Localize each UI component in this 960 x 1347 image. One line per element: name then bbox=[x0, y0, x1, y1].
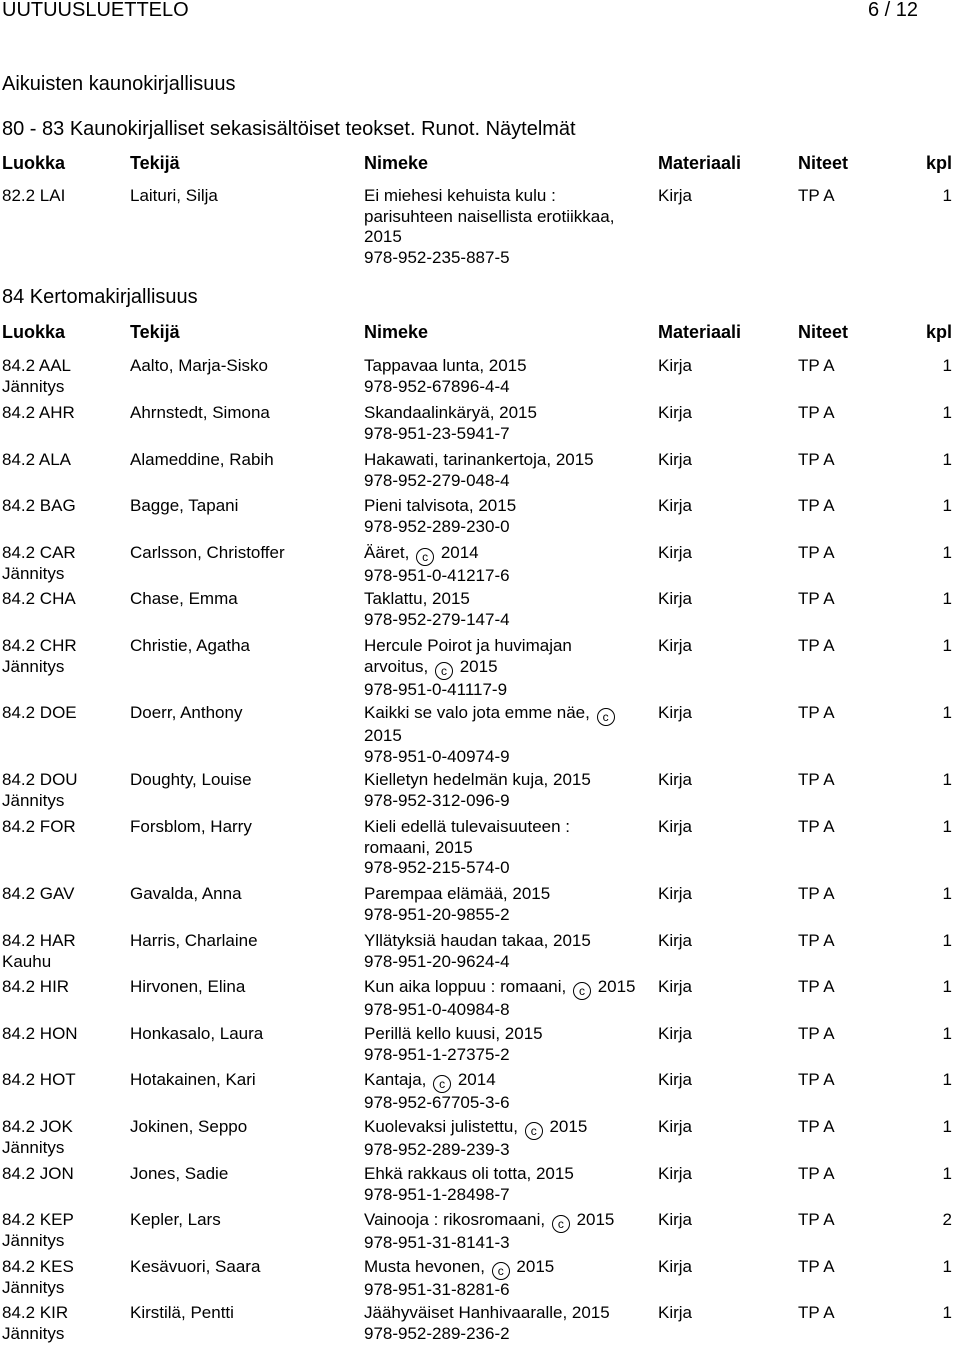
nimeke-cell bbox=[364, 931, 646, 972]
copyright-icon: c bbox=[433, 1075, 451, 1093]
luokka-cell bbox=[2, 403, 122, 424]
text-line: 2015 bbox=[364, 227, 402, 246]
nimeke-cell bbox=[364, 636, 646, 700]
materiaali-cell: Kirja bbox=[658, 770, 693, 789]
nimeke-cell bbox=[364, 1024, 646, 1065]
materiaali-cell: Kirja bbox=[658, 636, 693, 655]
text-line: Kauhu bbox=[2, 951, 52, 971]
text-line: Hercule Poirot ja huvimajan bbox=[364, 636, 572, 655]
tekija-cell: Honkasalo, Laura bbox=[130, 1024, 264, 1043]
kpl-cell: 1 bbox=[942, 356, 952, 375]
nimeke-cell bbox=[364, 403, 646, 444]
niteet-cell: TP A bbox=[798, 636, 835, 655]
page-number: 6 / 12 bbox=[867, 0, 918, 21]
materiaali-cell: Kirja bbox=[658, 1024, 693, 1043]
kpl-cell: 1 bbox=[942, 589, 952, 608]
luokka-cell bbox=[2, 1024, 122, 1045]
kpl-cell: 1 bbox=[942, 703, 952, 722]
tekija-cell: Chase, Emma bbox=[130, 589, 238, 608]
text-line: Ei miehesi kehuista kulu : bbox=[364, 186, 556, 205]
text-line: Jännitys bbox=[2, 1137, 65, 1157]
col-materiaali: Materiaali bbox=[658, 153, 742, 173]
luokka-cell bbox=[2, 356, 122, 397]
column-header bbox=[0, 151, 960, 175]
nimeke-cell bbox=[364, 977, 646, 1021]
text-line: Jännitys bbox=[2, 1323, 65, 1343]
text-line: 84.2 HOT bbox=[2, 1070, 76, 1089]
niteet-cell: TP A bbox=[798, 1024, 835, 1043]
text-line: Jäähyväiset Hanhivaaralle, 2015 bbox=[364, 1303, 610, 1322]
materiaali-cell: Kirja bbox=[658, 403, 693, 422]
materiaali-cell: Kirja bbox=[658, 703, 693, 722]
luokka-cell bbox=[2, 1210, 122, 1251]
kpl-cell: 1 bbox=[942, 543, 952, 562]
luokka-cell bbox=[2, 450, 122, 471]
text-line: Pieni talvisota, 2015 bbox=[364, 496, 517, 515]
col-nimeke: Nimeke bbox=[364, 322, 429, 342]
tekija-cell: Forsblom, Harry bbox=[130, 817, 252, 836]
kpl-cell: 1 bbox=[942, 1164, 952, 1183]
text-line: 978-952-235-887-5 bbox=[364, 247, 510, 267]
kpl-cell: 1 bbox=[942, 817, 952, 836]
col-nimeke: Nimeke bbox=[364, 153, 429, 173]
kpl-cell: 1 bbox=[942, 1024, 952, 1043]
materiaali-cell: Kirja bbox=[658, 496, 693, 515]
niteet-cell: TP A bbox=[798, 770, 835, 789]
text-line: 84.2 HAR bbox=[2, 931, 76, 950]
text-line: 978-951-31-8281-6 bbox=[364, 1280, 510, 1299]
text-line: 978-952-312-096-9 bbox=[364, 790, 510, 810]
tekija-cell: Gavalda, Anna bbox=[130, 884, 242, 903]
niteet-cell: TP A bbox=[798, 703, 835, 722]
text-line: 978-951-0-40974-9 bbox=[364, 746, 510, 766]
materiaali-cell: Kirja bbox=[658, 356, 693, 375]
tekija-cell: Jokinen, Seppo bbox=[130, 1117, 248, 1136]
kpl-cell: 1 bbox=[942, 186, 952, 205]
text-line: 84.2 HON bbox=[2, 1024, 78, 1043]
text-line: Taklattu, 2015 bbox=[364, 589, 470, 608]
nimeke-cell bbox=[364, 817, 646, 879]
niteet-cell: TP A bbox=[798, 186, 835, 205]
kpl-cell: 1 bbox=[942, 1117, 952, 1136]
niteet-cell: TP A bbox=[798, 1303, 835, 1322]
text-line: romaani, 2015 bbox=[364, 837, 473, 857]
text-line: Jännitys bbox=[2, 1230, 65, 1250]
tekija-cell: Doughty, Louise bbox=[130, 770, 252, 789]
materiaali-cell: Kirja bbox=[658, 1117, 693, 1136]
text-line: Jännitys bbox=[2, 790, 65, 810]
tekija-cell: Harris, Charlaine bbox=[130, 931, 258, 950]
text-line: 84.2 CHR bbox=[2, 636, 77, 655]
text-line: 84.2 JON bbox=[2, 1164, 74, 1183]
nimeke-cell bbox=[364, 356, 646, 397]
nimeke-cell bbox=[364, 186, 646, 268]
nimeke-cell bbox=[364, 1210, 646, 1254]
col-materiaali: Materiaali bbox=[658, 322, 742, 342]
tekija-cell: Carlsson, Christoffer bbox=[130, 543, 285, 562]
col-tekija: Tekijä bbox=[130, 322, 180, 342]
subsection-title: 80 - 83 Kaunokirjalliset sekasisältöiset teokset. Runot. Näytelmät bbox=[2, 118, 576, 140]
text-line: 84.2 AAL bbox=[2, 356, 72, 375]
nimeke-cell bbox=[364, 589, 646, 630]
luokka-cell bbox=[2, 186, 122, 207]
copyright-icon: c bbox=[597, 708, 615, 726]
nimeke-cell bbox=[364, 1117, 646, 1161]
luokka-cell bbox=[2, 703, 122, 724]
copyright-icon: c bbox=[573, 982, 591, 1000]
tekija-cell: Kesävuori, Saara bbox=[130, 1257, 261, 1276]
luokka-cell bbox=[2, 1117, 122, 1158]
niteet-cell: TP A bbox=[798, 817, 835, 836]
text-line: Vainooja : rikosromaani, c 2015 bbox=[364, 1210, 615, 1231]
materiaali-cell: Kirja bbox=[658, 450, 693, 469]
niteet-cell: TP A bbox=[798, 356, 835, 375]
text-line: 978-951-20-9855-2 bbox=[364, 904, 510, 924]
materiaali-cell: Kirja bbox=[658, 543, 693, 562]
luokka-cell bbox=[2, 636, 122, 677]
col-niteet: Niteet bbox=[798, 153, 849, 173]
text-line: Perillä kello kuusi, 2015 bbox=[364, 1024, 543, 1043]
text-line: 978-952-215-574-0 bbox=[364, 858, 510, 877]
niteet-cell: TP A bbox=[798, 1070, 835, 1089]
niteet-cell: TP A bbox=[798, 403, 835, 422]
section-title: Aikuisten kaunokirjallisuus bbox=[2, 73, 236, 95]
col-kpl: kpl bbox=[925, 322, 952, 342]
text-line: 82.2 LAI bbox=[2, 186, 66, 205]
text-line: 84.2 DOU bbox=[2, 770, 78, 789]
text-line: Ääret, c 2014 bbox=[364, 543, 479, 564]
niteet-cell: TP A bbox=[798, 589, 835, 608]
text-line: 978-951-23-5941-7 bbox=[364, 423, 510, 443]
tekija-cell: Christie, Agatha bbox=[130, 636, 251, 655]
kpl-cell: 1 bbox=[942, 450, 952, 469]
tekija-cell: Aalto, Marja-Sisko bbox=[130, 356, 268, 375]
text-line: Musta hevonen, c 2015 bbox=[364, 1257, 555, 1278]
text-line: Jännitys bbox=[2, 656, 65, 676]
column-header bbox=[0, 320, 960, 344]
tekija-cell: Hotakainen, Kari bbox=[130, 1070, 256, 1089]
copyright-icon: c bbox=[492, 1262, 510, 1280]
text-line: 978-951-0-41217-6 bbox=[364, 566, 510, 585]
materiaali-cell: Kirja bbox=[658, 589, 693, 608]
text-line: Kielletyn hedelmän kuja, 2015 bbox=[364, 770, 591, 789]
niteet-cell: TP A bbox=[798, 977, 835, 996]
text-line: arvoitus, c 2015 bbox=[364, 656, 498, 678]
copyright-icon: c bbox=[435, 662, 453, 680]
luokka-cell bbox=[2, 977, 122, 998]
kpl-cell: 1 bbox=[942, 496, 952, 515]
col-niteet: Niteet bbox=[798, 322, 849, 342]
text-line: 978-952-289-230-0 bbox=[364, 516, 510, 536]
text-line: 84.2 AHR bbox=[2, 403, 75, 422]
text-line: 84.2 ALA bbox=[2, 450, 72, 469]
text-line: Tappavaa lunta, 2015 bbox=[364, 356, 527, 375]
copyright-icon: c bbox=[552, 1215, 570, 1233]
tekija-cell: Bagge, Tapani bbox=[130, 496, 239, 515]
luokka-cell bbox=[2, 817, 122, 838]
text-line: 84.2 HIR bbox=[2, 977, 70, 996]
materiaali-cell: Kirja bbox=[658, 186, 693, 205]
luokka-cell bbox=[2, 496, 122, 517]
nimeke-cell bbox=[364, 770, 646, 811]
kpl-cell: 1 bbox=[942, 884, 952, 903]
nimeke-cell bbox=[364, 1303, 646, 1344]
col-luokka: Luokka bbox=[2, 153, 66, 173]
catalog-title: UUTUUSLUETTELO bbox=[2, 0, 189, 21]
text-line: 978-952-67896-4-4 bbox=[364, 376, 510, 396]
text-line: 84.2 FOR bbox=[2, 817, 76, 836]
text-line: 978-951-0-40984-8 bbox=[364, 1000, 510, 1019]
text-line: 978-951-20-9624-4 bbox=[364, 951, 510, 971]
niteet-cell: TP A bbox=[798, 931, 835, 950]
niteet-cell: TP A bbox=[798, 450, 835, 469]
text-line: Jännitys bbox=[2, 1277, 65, 1297]
kpl-cell: 1 bbox=[942, 931, 952, 950]
group-title: 84 Kertomakirjallisuus bbox=[2, 286, 198, 308]
tekija-cell: Kirstilä, Pentti bbox=[130, 1303, 234, 1322]
materiaali-cell: Kirja bbox=[658, 817, 693, 836]
text-line: 84.2 CAR bbox=[2, 543, 76, 562]
materiaali-cell: Kirja bbox=[658, 1164, 693, 1183]
nimeke-cell bbox=[364, 543, 646, 587]
materiaali-cell: Kirja bbox=[658, 931, 693, 950]
luokka-cell bbox=[2, 770, 122, 811]
kpl-cell: 1 bbox=[942, 1257, 952, 1276]
text-line: Ehkä rakkaus oli totta, 2015 bbox=[364, 1164, 574, 1183]
luokka-cell bbox=[2, 1303, 122, 1344]
text-line: Kun aika loppuu : romaani, c 2015 bbox=[364, 977, 636, 998]
copyright-icon: c bbox=[416, 548, 434, 566]
text-line: Skandaalinkäryä, 2015 bbox=[364, 403, 537, 422]
nimeke-cell bbox=[364, 496, 646, 537]
text-line: Yllätyksiä haudan takaa, 2015 bbox=[364, 931, 591, 950]
nimeke-cell bbox=[364, 450, 646, 491]
text-line: 84.2 KIR bbox=[2, 1303, 69, 1322]
text-line: 978-951-1-28498-7 bbox=[364, 1184, 510, 1204]
text-line: 84.2 CHA bbox=[2, 589, 76, 608]
materiaali-cell: Kirja bbox=[658, 884, 693, 903]
text-line: 978-952-279-048-4 bbox=[364, 470, 510, 490]
text-line: Jännitys bbox=[2, 376, 65, 396]
nimeke-cell bbox=[364, 884, 646, 925]
col-kpl: kpl bbox=[925, 153, 952, 173]
niteet-cell: TP A bbox=[798, 1117, 835, 1136]
text-line: 978-952-289-239-3 bbox=[364, 1140, 510, 1159]
text-line: 978-952-289-236-2 bbox=[364, 1323, 510, 1343]
niteet-cell: TP A bbox=[798, 543, 835, 562]
materiaali-cell: Kirja bbox=[658, 1210, 693, 1229]
text-line: 84.2 DOE bbox=[2, 703, 77, 722]
text-line: Hakawati, tarinankertoja, 2015 bbox=[364, 450, 594, 469]
tekija-cell: Laituri, Silja bbox=[130, 186, 218, 205]
col-luokka: Luokka bbox=[2, 322, 66, 342]
luokka-cell bbox=[2, 931, 122, 972]
text-line: parisuhteen naisellista erotiikkaa, bbox=[364, 206, 615, 226]
text-line: 978-952-67705-3-6 bbox=[364, 1093, 510, 1112]
col-tekija: Tekijä bbox=[130, 153, 180, 173]
text-line: 84.2 KES bbox=[2, 1257, 74, 1276]
text-line: Kuolevaksi julistettu, c 2015 bbox=[364, 1117, 588, 1138]
luokka-cell bbox=[2, 1070, 122, 1091]
text-line: 84.2 GAV bbox=[2, 884, 75, 903]
tekija-cell: Hirvonen, Elina bbox=[130, 977, 246, 996]
kpl-cell: 1 bbox=[942, 636, 952, 655]
niteet-cell: TP A bbox=[798, 1210, 835, 1229]
kpl-cell: 1 bbox=[942, 770, 952, 789]
materiaali-cell: Kirja bbox=[658, 977, 693, 996]
text-line: 978-951-1-27375-2 bbox=[364, 1044, 510, 1064]
text-line: 978-951-0-41117-9 bbox=[364, 679, 508, 699]
niteet-cell: TP A bbox=[798, 496, 835, 515]
kpl-cell: 1 bbox=[942, 977, 952, 996]
text-line: 2015 bbox=[364, 726, 402, 745]
materiaali-cell: Kirja bbox=[658, 1070, 693, 1089]
nimeke-cell bbox=[364, 1164, 646, 1205]
tekija-cell: Kepler, Lars bbox=[130, 1210, 221, 1229]
nimeke-cell bbox=[364, 1257, 646, 1301]
text-line: Jännitys bbox=[2, 563, 65, 583]
luokka-cell bbox=[2, 1164, 122, 1185]
luokka-cell bbox=[2, 543, 122, 584]
luokka-cell bbox=[2, 589, 122, 610]
text-line: 978-951-31-8141-3 bbox=[364, 1233, 510, 1252]
niteet-cell: TP A bbox=[798, 1257, 835, 1276]
text-line: Kantaja, c 2014 bbox=[364, 1070, 496, 1091]
text-line: Parempaa elämää, 2015 bbox=[364, 884, 551, 903]
text-line: 84.2 JOK bbox=[2, 1117, 73, 1136]
materiaali-cell: Kirja bbox=[658, 1303, 693, 1322]
kpl-cell: 1 bbox=[942, 1303, 952, 1322]
kpl-cell: 1 bbox=[942, 1070, 952, 1089]
nimeke-cell bbox=[364, 703, 646, 767]
text-line: Kaikki se valo jota emme näe, c bbox=[364, 703, 646, 726]
tekija-cell: Doerr, Anthony bbox=[130, 703, 243, 722]
materiaali-cell: Kirja bbox=[658, 1257, 693, 1276]
kpl-cell: 2 bbox=[942, 1210, 952, 1229]
kpl-cell: 1 bbox=[942, 403, 952, 422]
text-line: 84.2 KEP bbox=[2, 1210, 74, 1229]
copyright-icon: c bbox=[525, 1122, 543, 1140]
niteet-cell: TP A bbox=[798, 884, 835, 903]
text-line: Kieli edellä tulevaisuuteen : bbox=[364, 817, 571, 836]
luokka-cell bbox=[2, 1257, 122, 1298]
tekija-cell: Alameddine, Rabih bbox=[130, 450, 274, 469]
nimeke-cell bbox=[364, 1070, 646, 1114]
text-line: 84.2 BAG bbox=[2, 496, 76, 515]
niteet-cell: TP A bbox=[798, 1164, 835, 1183]
tekija-cell: Jones, Sadie bbox=[130, 1164, 229, 1183]
tekija-cell: Ahrnstedt, Simona bbox=[130, 403, 270, 422]
luokka-cell bbox=[2, 884, 122, 905]
text-line: 978-952-279-147-4 bbox=[364, 609, 510, 629]
